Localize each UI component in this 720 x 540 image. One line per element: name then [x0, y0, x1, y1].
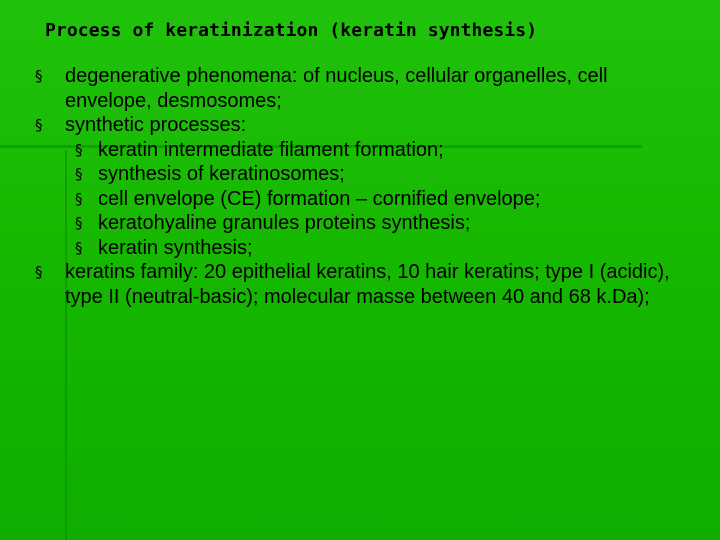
list-item-text: cell envelope (CE) formation – cornified envelope; [98, 187, 541, 210]
list-item-text: degenerative phenomena: of nucleus, cellular organelles, cell envelope, desmosomes; [65, 65, 608, 112]
list-item [35, 113, 695, 138]
bullet-list [35, 64, 695, 309]
list-item-text: synthesis of keratinosomes; [98, 163, 345, 185]
sub-list-item [35, 162, 695, 187]
slide-title: Process of keratinization (keratin synthesis) [45, 20, 538, 41]
list-item [35, 260, 695, 309]
bullet-icon: § [35, 67, 43, 85]
sub-list-item [35, 236, 695, 261]
sub-list-item [35, 211, 695, 236]
list-item-text: synthetic processes: [65, 114, 247, 136]
list-item-text: keratohyaline granules proteins synthesis; [98, 212, 471, 234]
bullet-icon: § [75, 189, 83, 208]
bullet-icon: § [75, 140, 83, 159]
bullet-icon: § [75, 238, 83, 257]
bullet-icon: § [35, 263, 43, 281]
bullet-icon: § [35, 116, 43, 134]
list-item [35, 64, 695, 113]
sub-list-item [35, 138, 695, 163]
list-item-text: keratin synthesis; [98, 236, 253, 259]
list-item-text: keratin intermediate filament formation; [98, 138, 444, 161]
bullet-icon: § [75, 165, 83, 183]
list-item-text: keratins family: 20 epithelial keratins, 10 hair keratins; type I (acidic), type II (neutral-basic); molecular masse between 40 and 68 k.Da); [65, 261, 670, 308]
bullet-icon: § [75, 214, 83, 232]
sub-list-item [35, 187, 695, 212]
slide-content [35, 64, 695, 309]
